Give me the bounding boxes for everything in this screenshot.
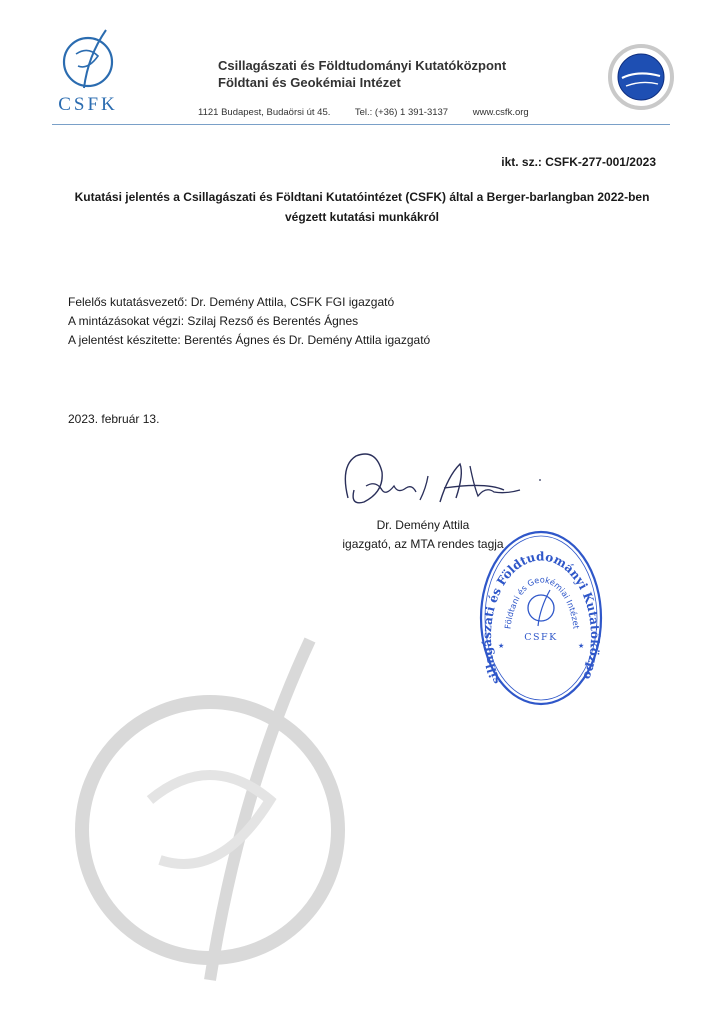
- info-line-author: A jelentést készitette: Berentés Ágnes és Dr. Demény Attila igazgató: [68, 333, 431, 347]
- svg-text:Földtani és Geokémiai Intézet: Földtani és Geokémiai Intézet: [502, 574, 582, 630]
- signer-name: Dr. Demény Attila: [376, 518, 470, 532]
- globe-logo: [608, 44, 674, 110]
- official-stamp: [478, 530, 604, 706]
- org-line-2: Földtani és Geokémiai Intézet: [218, 75, 401, 90]
- svg-text:Csillagászati és Földtudományi: sillagászati és Földtudományi Kutatóközpo: [479, 549, 603, 687]
- address: 1121 Budapest, Budaörsi út 45.: [198, 107, 331, 118]
- info-line-sampling: A mintázásokat végzi: Szilaj Rezső és Berentés Ágnes: [68, 314, 359, 328]
- logo-watermark: [60, 630, 380, 990]
- document-date: 2023. február 13.: [68, 412, 160, 426]
- svg-text:★: ★: [498, 643, 505, 650]
- logo-text: CSFK: [58, 94, 118, 115]
- reference-number: ikt. sz.: CSFK-277-001/2023: [501, 155, 656, 169]
- stamp-seal-icon: [478, 530, 604, 706]
- phone: Tel.: (+36) 1 391-3137: [354, 107, 449, 118]
- organization-name: [218, 57, 506, 91]
- svg-text:CSFK: CSFK: [524, 632, 558, 643]
- document-title: Kutatási jelentés a Csillagászati és Földtani Kutatóintézet (CSFK) által a Berger-barlangban 2022-ben végzett kutatási munkákról: [74, 190, 650, 224]
- csfk-logo-icon: [58, 26, 118, 92]
- globe-logo-icon: [608, 44, 674, 110]
- document-info: [68, 293, 430, 350]
- contact-line: [198, 107, 551, 118]
- signer-title: igazgató, az MTA rendes tagja: [342, 537, 504, 551]
- signature-icon: [336, 446, 546, 516]
- org-line-1: Csillagászati és Földtudományi Kutatóközpont: [218, 58, 507, 73]
- handwritten-signature: [336, 446, 546, 516]
- watermark-logo-icon: [60, 630, 380, 990]
- website: www.csfk.org: [472, 107, 529, 118]
- info-line-lead: Felelős kutatásvezető: Dr. Demény Attila, CSFK FGI igazgató: [68, 295, 395, 309]
- header-divider: [52, 124, 670, 125]
- csfk-logo: [52, 26, 124, 118]
- svg-text:★: ★: [578, 643, 585, 650]
